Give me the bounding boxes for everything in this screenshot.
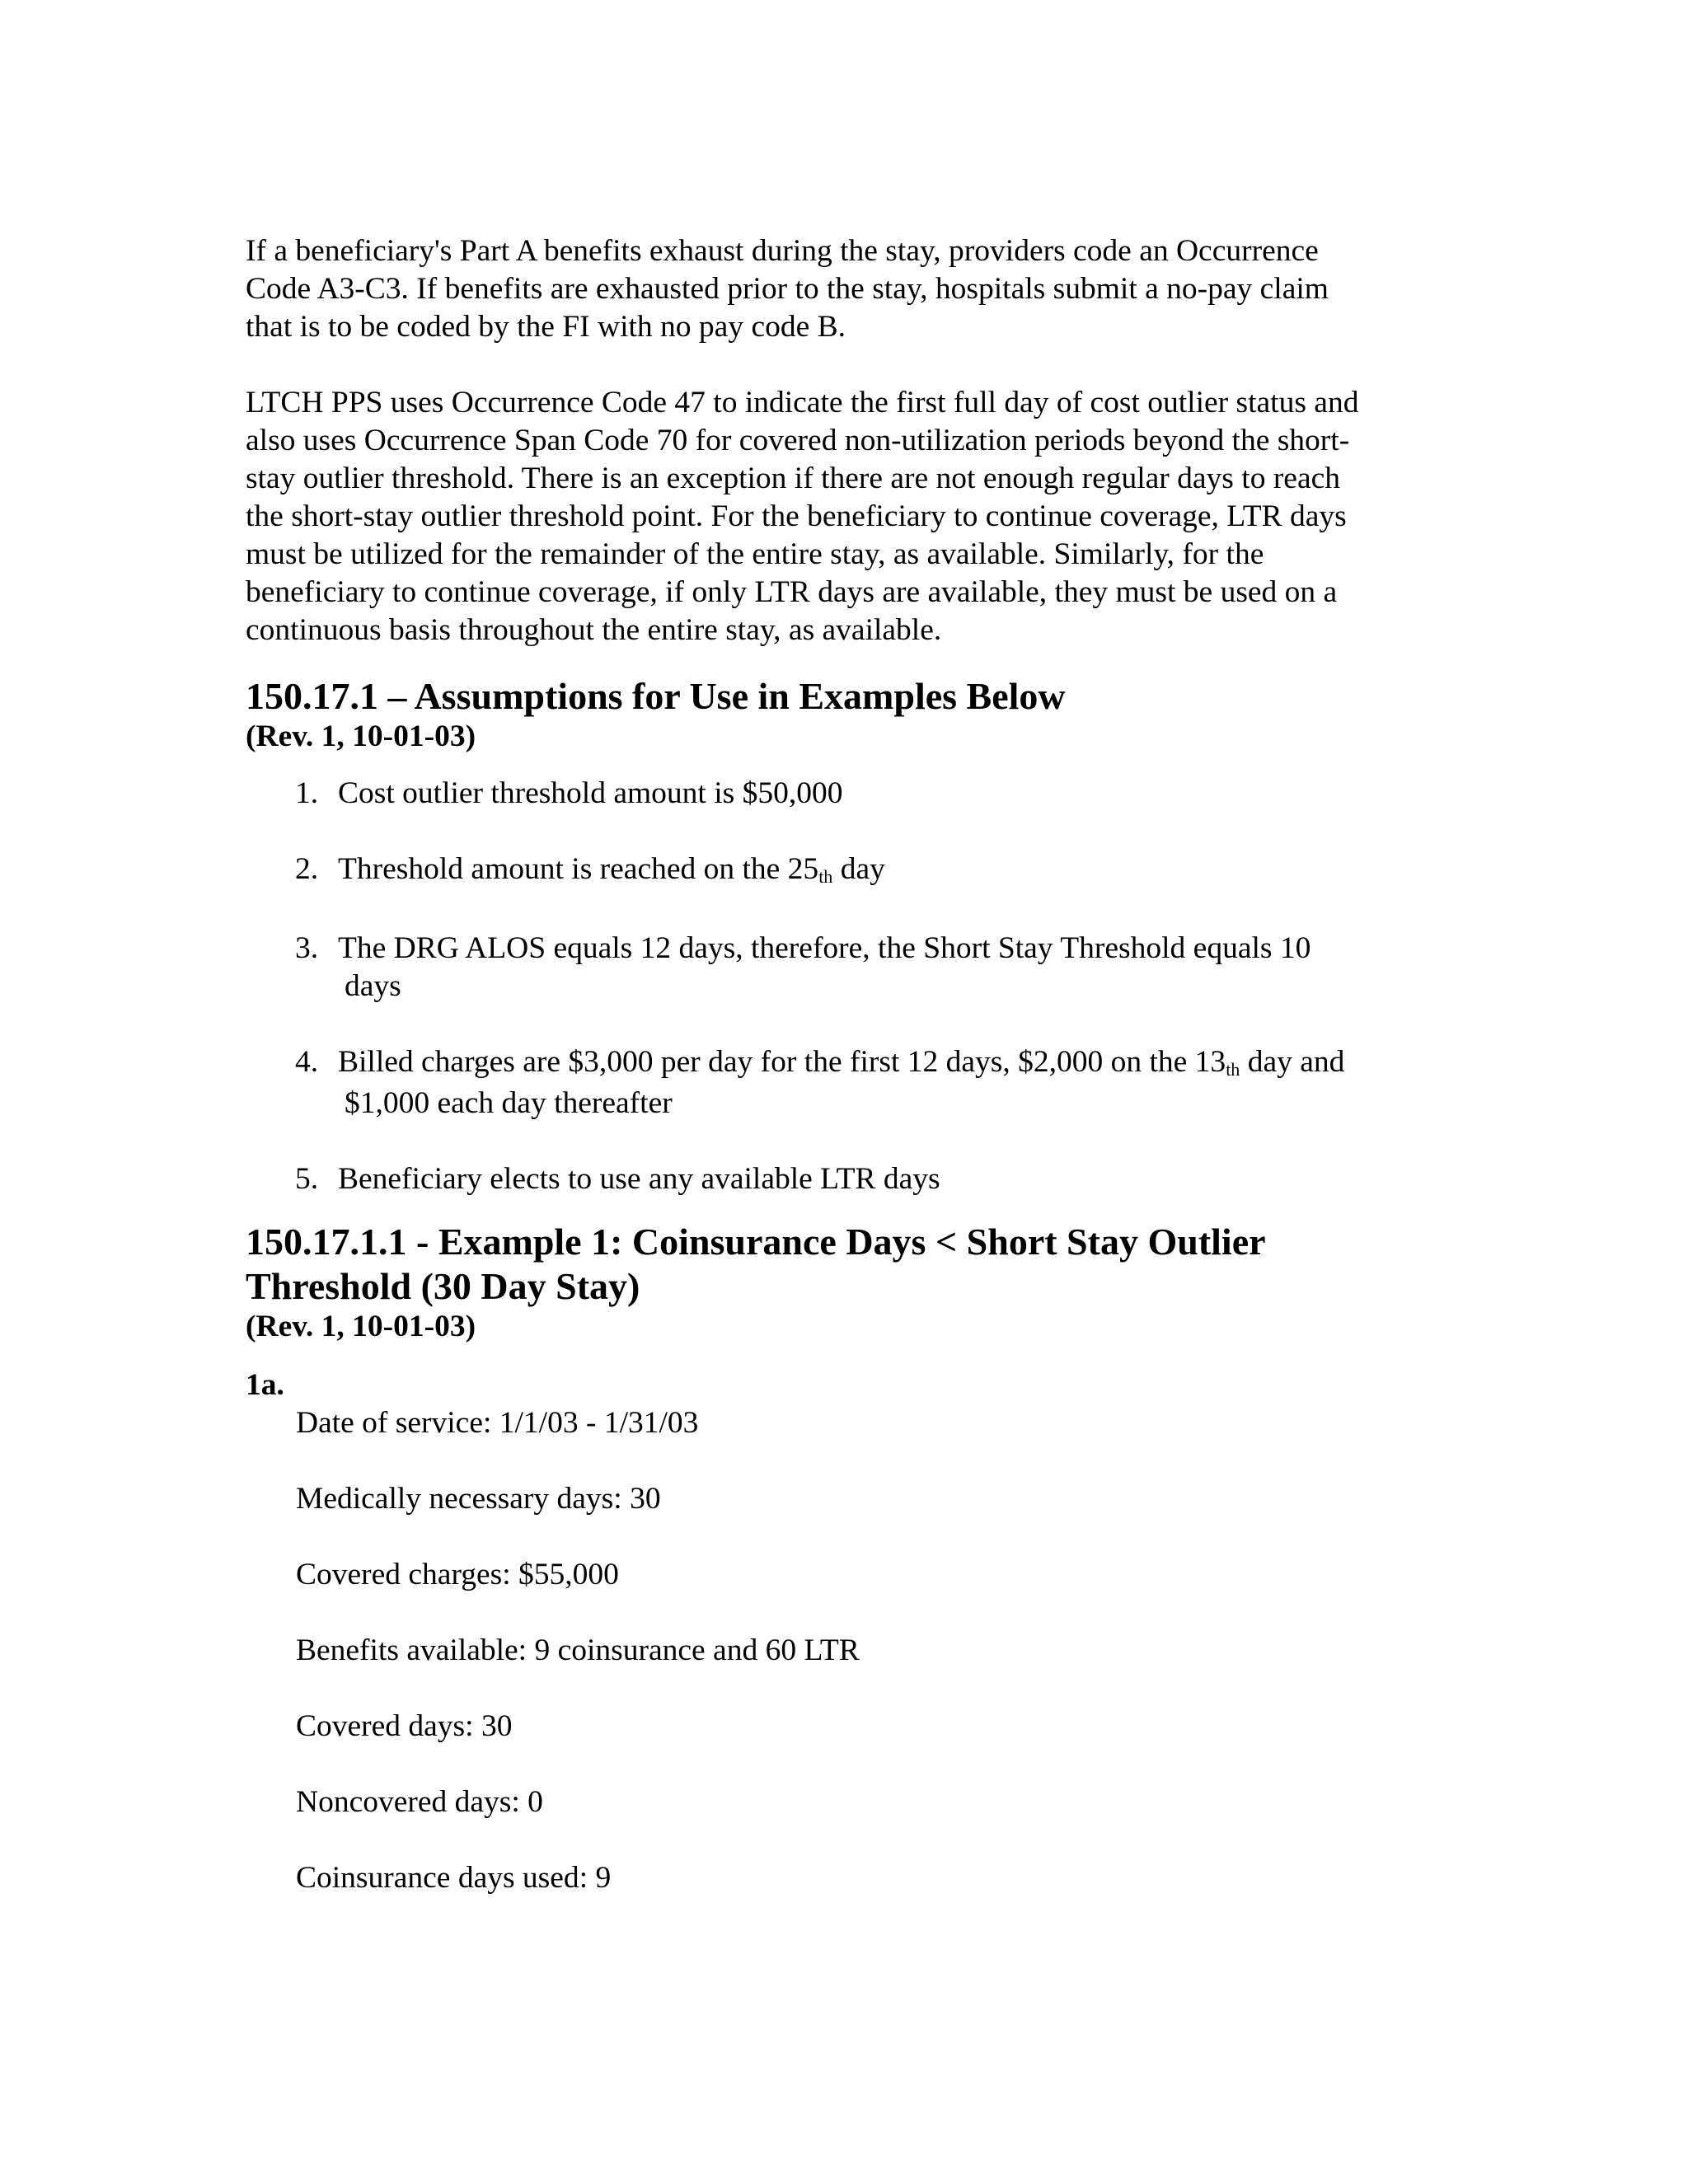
text-line: also uses Occurrence Span Code 70 for covered non-utilization periods beyond the short- xyxy=(246,424,1350,457)
list-item xyxy=(246,930,1449,1005)
text-line: stay outlier threshold. There is an exception if there are not enough regular days to reach xyxy=(246,462,1340,495)
text-line: that is to be coded by the FI with no pay code B. xyxy=(246,310,846,344)
example-label: 1a. xyxy=(246,1368,284,1402)
text-line: beneficiary to continue coverage, if only LTR days are available, they must be used on a xyxy=(246,575,1338,609)
list-text-part: Threshold amount is reached on the 25 xyxy=(338,852,819,886)
text-line: must be utilized for the remainder of the entire stay, as available. Similarly, for the xyxy=(246,537,1264,571)
intro-paragraph-2 xyxy=(246,384,1449,649)
text-line: the short-stay outlier threshold point. For the beneficiary to continue coverage, LTR days xyxy=(246,499,1347,533)
revision-note: (Rev. 1, 10-01-03) xyxy=(246,719,476,753)
list-text: Beneficiary elects to use any available LTR days xyxy=(338,1162,940,1196)
list-number: 1. xyxy=(295,776,319,810)
list-text: $1,000 each day thereafter xyxy=(345,1086,673,1120)
list-text-part: day xyxy=(832,852,885,886)
detail-covered-charges: Covered charges: $55,000 xyxy=(296,1558,619,1591)
intro-paragraph-1 xyxy=(246,232,1449,346)
list-text xyxy=(338,851,1449,892)
text-line: LTCH PPS uses Occurrence Code 47 to indicate the first full day of cost outlier status and xyxy=(246,386,1359,419)
list-item xyxy=(246,1160,1449,1198)
text-line: If a beneficiary's Part A benefits exhaust during the stay, providers code an Occurrence xyxy=(246,234,1319,268)
ordinal-suffix: th xyxy=(1226,1059,1240,1080)
list-number: 4. xyxy=(295,1045,319,1079)
list-number: 3. xyxy=(295,931,319,965)
list-item xyxy=(246,1043,1449,1122)
list-text-part: Billed charges are $3,000 per day for the first 12 days, $2,000 on the 13 xyxy=(338,1045,1226,1079)
list-item xyxy=(246,851,1449,892)
detail-covered-days: Covered days: 30 xyxy=(296,1709,513,1743)
section-heading-assumptions: 150.17.1 – Assumptions for Use in Examples Below xyxy=(246,675,1066,717)
revision-note: (Rev. 1, 10-01-03) xyxy=(246,1310,476,1343)
text-line: Code A3-C3. If benefits are exhausted prior to the stay, hospitals submit a no-pay claim xyxy=(246,272,1329,306)
list-number: 2. xyxy=(295,852,319,886)
detail-coinsurance-days-used: Coinsurance days used: 9 xyxy=(296,1861,612,1895)
list-text: The DRG ALOS equals 12 days, therefore, the Short Stay Threshold equals 10 xyxy=(338,931,1311,965)
list-text xyxy=(338,1043,1449,1085)
list-text: Cost outlier threshold amount is $50,000 xyxy=(338,776,843,810)
detail-medically-necessary-days: Medically necessary days: 30 xyxy=(296,1482,661,1516)
detail-noncovered-days: Noncovered days: 0 xyxy=(296,1785,543,1819)
text-line: continuous basis throughout the entire stay, as available. xyxy=(246,613,942,647)
list-number: 5. xyxy=(295,1162,319,1196)
list-item xyxy=(246,775,1449,813)
assumptions-list xyxy=(246,775,1449,1198)
list-text-part: day and xyxy=(1240,1045,1345,1079)
document-page xyxy=(246,232,1449,1897)
heading-line: 150.17.1.1 - Example 1: Coinsurance Days < Short Stay Outlier xyxy=(246,1221,1266,1263)
detail-date-of-service: Date of service: 1/1/03 - 1/31/03 xyxy=(296,1406,699,1440)
section-heading-example-1 xyxy=(246,1220,1449,1309)
detail-benefits-available: Benefits available: 9 coinsurance and 60 LTR xyxy=(296,1633,860,1667)
list-text: days xyxy=(345,969,401,1003)
ordinal-suffix: th xyxy=(818,866,833,887)
heading-line: Threshold (30 Day Stay) xyxy=(246,1265,640,1307)
